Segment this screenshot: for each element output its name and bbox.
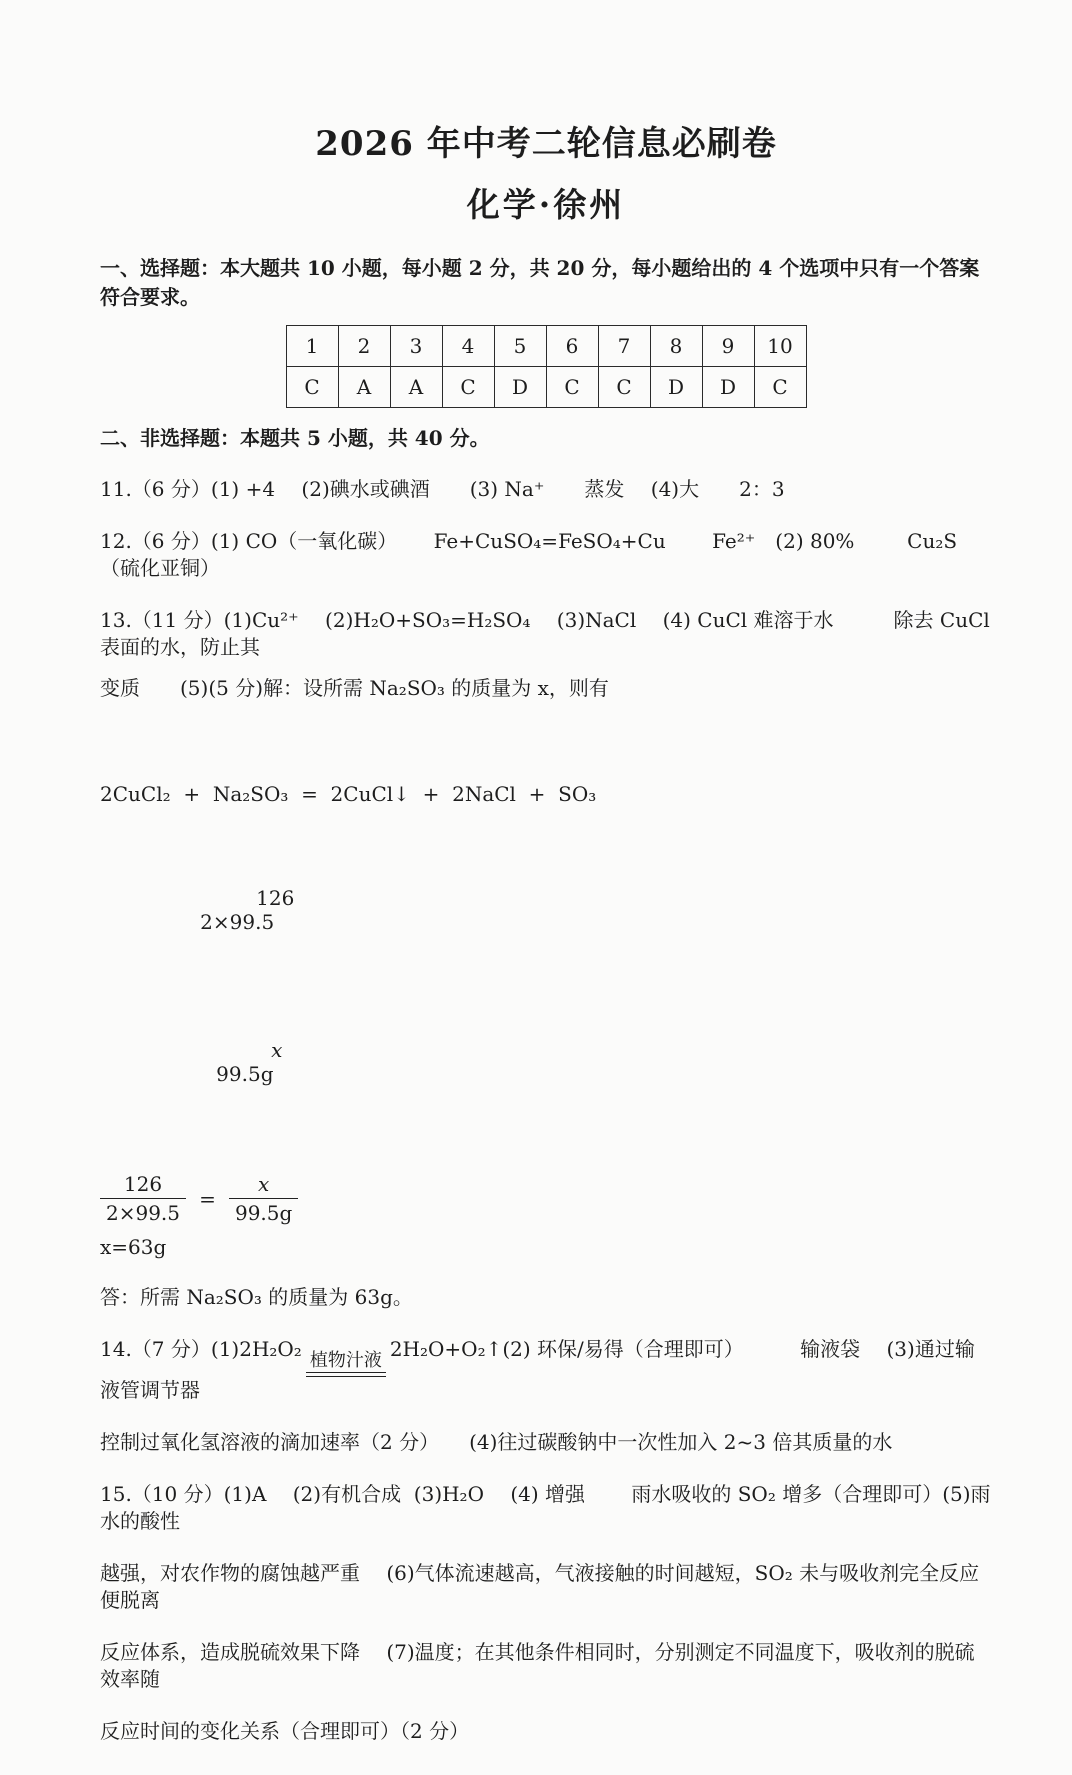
answer-number-cell: 7 bbox=[598, 326, 650, 367]
q14-answer-line1 bbox=[100, 1336, 992, 1404]
q15-line-4: 反应时间的变化关系（合理即可）（2 分） bbox=[100, 1718, 470, 1743]
reaction-double-line bbox=[306, 1372, 386, 1377]
fraction-right-numerator: x bbox=[229, 1172, 298, 1199]
fraction-left bbox=[100, 1172, 186, 1225]
q12-answer: 12.（6 分）(1) CO（一氧化碳） Fe+CuSO₄=FeSO₄+Cu Fe²⁺ (2) 80% Cu₂S（硫化亚铜） bbox=[100, 529, 958, 580]
q11-answer: 11.（6 分）(1) +4 (2)碘水或碘酒 (3) Na⁺ 蒸发 (4)大 2：3 bbox=[100, 477, 785, 501]
q13-eq-mass-row bbox=[100, 862, 992, 958]
q14-rest: (2) 环保/易得（合理即可） 输液袋 (3)通过输液管调节器 bbox=[100, 1337, 975, 1402]
answer-number-cell: 1 bbox=[286, 326, 338, 367]
reaction-condition-label: 植物汁液 bbox=[309, 1350, 382, 1371]
q13-eq-x-right: 99.5g bbox=[216, 1062, 274, 1086]
q15-line-2: 越强，对农作物的腐蚀越严重 (6)气体流速越高，气液接触的时间越短，SO₂ 未与吸收剂完全反应便脱离 bbox=[100, 1560, 980, 1612]
answer-letter-row bbox=[286, 367, 806, 408]
q13-answer-line1: 13.（11 分）(1)Cu²⁺ (2)H₂O+SO₃=H₂SO₄ (3)NaCl (4) CuCl 难溶于水 除去 CuCl 表面的水，防止其 bbox=[100, 608, 997, 659]
q15-line-1: 15.（10 分）(1)A (2)有机合成 (3)H₂O (4) 增强 雨水吸收的 SO₂ 增多（合理即可）(5)雨水的酸性 bbox=[100, 1481, 991, 1533]
proportion-equals: = bbox=[199, 1186, 216, 1211]
q13-eq-mass-left: 126 bbox=[256, 886, 295, 910]
q13-answer-line2: 变质 (5)(5 分)解：设所需 Na₂SO₃ 的质量为 x，则有 bbox=[100, 676, 609, 700]
answer-number-row bbox=[286, 326, 806, 367]
answer-letter-cell: C bbox=[546, 367, 598, 408]
answer-letter-cell: D bbox=[650, 367, 702, 408]
section1-heading: 一、选择题：本大题共 10 小题，每小题 2 分，共 20 分，每小题给出的 4 个选项中只有一个答案符合要求。 bbox=[100, 256, 980, 309]
page-subtitle: 化学·徐州 bbox=[466, 185, 626, 224]
q13-eq-mass-right: 2×99.5 bbox=[200, 910, 275, 934]
answer-letter-cell: C bbox=[754, 367, 806, 408]
answer-number-cell: 10 bbox=[754, 326, 806, 367]
fraction-right bbox=[229, 1172, 298, 1225]
q15-line-3: 反应体系，造成脱硫效果下降 (7)温度；在其他条件相同时，分别测定不同温度下，吸收剂的脱硫效率随 bbox=[100, 1639, 975, 1691]
q13-equation bbox=[100, 726, 992, 1158]
fraction-left-denominator: 2×99.5 bbox=[106, 1201, 181, 1225]
page-title: 2026 年中考二轮信息必刷卷 bbox=[315, 124, 777, 164]
reaction-condition bbox=[306, 1351, 386, 1377]
answer-number-cell: 4 bbox=[442, 326, 494, 367]
answer-letter-cell: A bbox=[390, 367, 442, 408]
q13-eq-x-row bbox=[100, 1014, 992, 1110]
q13-eq-x-left: x bbox=[271, 1038, 283, 1062]
q13-proportion bbox=[100, 1172, 992, 1225]
section2-heading: 二、非选择题：本题共 5 小题，共 40 分。 bbox=[100, 426, 490, 450]
q14-answer-line2: 控制过氧化氢溶液的滴加速率（2 分） (4)往过碳酸钠中一次性加入 2~3 倍其质量的水 bbox=[100, 1429, 893, 1454]
answer-letter-cell: C bbox=[598, 367, 650, 408]
answer-number-cell: 3 bbox=[390, 326, 442, 367]
answer-number-cell: 6 bbox=[546, 326, 598, 367]
answer-letter-cell: C bbox=[442, 367, 494, 408]
answer-number-cell: 5 bbox=[494, 326, 546, 367]
answer-letter-cell: C bbox=[286, 367, 338, 408]
answer-letter-cell: D bbox=[494, 367, 546, 408]
answer-letter-cell: A bbox=[338, 367, 390, 408]
q13-eq-main: 2CuCl₂ + Na₂SO₃ = 2CuCl↓ + 2NaCl + SO₃ bbox=[100, 782, 597, 806]
q13-x-result: x=63g bbox=[100, 1235, 167, 1259]
answer-table bbox=[286, 325, 807, 408]
fraction-right-denominator: 99.5g bbox=[234, 1201, 293, 1225]
answer-letter-cell: D bbox=[702, 367, 754, 408]
answer-number-cell: 2 bbox=[338, 326, 390, 367]
q14-prefix: 14.（7 分）(1)2H₂O₂ bbox=[100, 1337, 302, 1361]
answer-number-cell: 9 bbox=[702, 326, 754, 367]
answer-number-cell: 8 bbox=[650, 326, 702, 367]
fraction-left-numerator: 126 bbox=[100, 1172, 186, 1199]
q13-final-answer: 答：所需 Na₂SO₃ 的质量为 63g。 bbox=[100, 1285, 413, 1309]
q14-products: 2H₂O+O₂↑ bbox=[389, 1337, 503, 1361]
